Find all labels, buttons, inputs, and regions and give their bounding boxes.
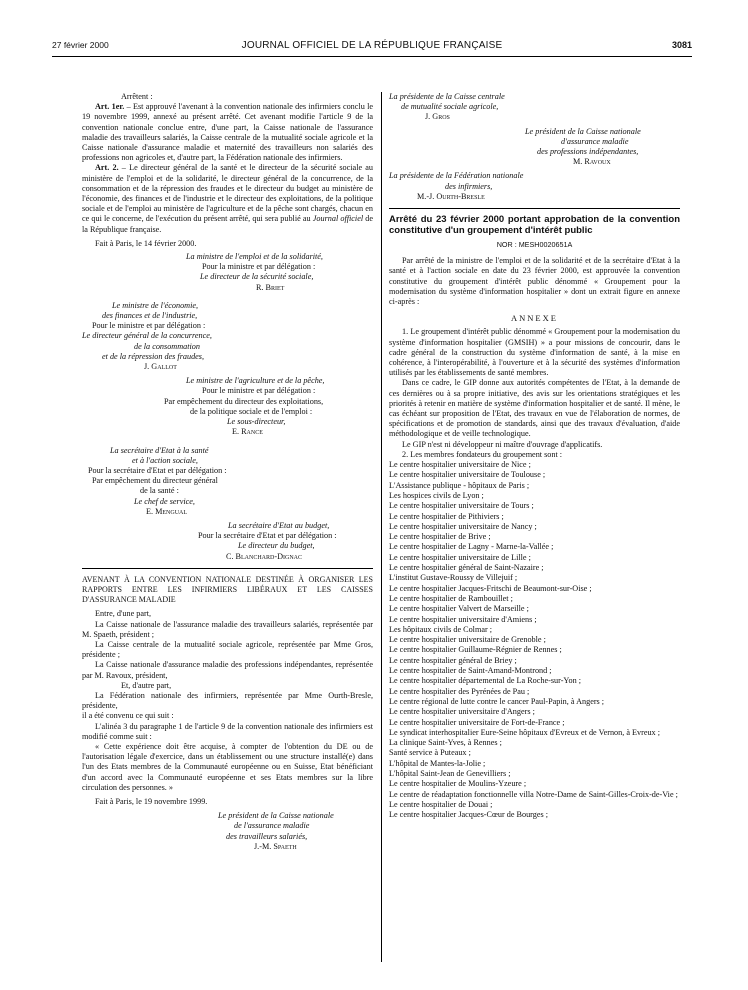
header-rule (52, 56, 692, 57)
member-item: Le centre hospitalier de Lagny - Marne-la-Vallée ; (389, 542, 554, 552)
sig-line: de la consommation (134, 341, 200, 351)
column-separator (381, 92, 382, 962)
member-item: Le centre hospitalier général de Briey ; (389, 655, 517, 665)
member-item: Le centre hospitalier universitaire de Toulouse ; (389, 470, 546, 480)
member-item: Le centre hospitalier général de Saint-Nazaire ; (389, 563, 544, 573)
member-item: Le centre de réadaptation fonctionnelle villa Notre-Dame de Saint-Gilles-Croix-de-Vie ; (389, 789, 678, 799)
member-item: Le centre hospitalier universitaire de Nice ; (389, 460, 531, 470)
alinea: L'alinéa 3 du paragraphe 1 de l'article 9 de la convention nationale des infirmiers est modifié comme suit : (82, 721, 373, 741)
sig-line: de mutualité sociale agricole, (401, 102, 499, 112)
signature-canam (389, 127, 680, 168)
dautre-part: Et, d'autre part, (121, 680, 172, 690)
member-item: Le centre hospitalier de Douai ; (389, 799, 493, 809)
member-item: Le centre hospitalier de Brive ; (389, 532, 491, 542)
sig-line: et à l'action sociale, (132, 455, 198, 465)
sig-line: La présidente de la Fédération nationale (389, 171, 524, 181)
signature-ccmsa (389, 92, 680, 123)
article-2 (82, 163, 373, 234)
annexe-para-2: Dans ce cadre, le GIP donne aux autorités compétentes de l'Etat, à la demande de ces dernières ou à sa propre initiative, des avis sur les orientations stratégiques et les priorités à retenir en matière de système d'information hospitalier et de santé. Il mène, le cas échéant sur proposition de l'Etat, des travaux en vue de l'élaboration de normes, de spécifications et de promotion de standards, ainsi que des travaux d'évaluation, d'aide méthodologique et de veille technologique. (389, 378, 680, 439)
journal-title: JOURNAL OFFICIEL DE LA RÉPUBLIQUE FRANÇAISE (241, 40, 503, 51)
avenant-title: AVENANT À LA CONVENTION NATIONALE DESTINÉE À ORGANISER LES RAPPORTS ENTRE LES INFIRMIERS LIBÉRAUX ET LES CAISSES D'ASSURANCE MALADIE (82, 574, 373, 605)
member-item: L'Assistance publique - hôpitaux de Paris ; (389, 480, 530, 490)
party-fni: La Fédération nationale des infirmiers, représentée par Mme Ourth-Bresle, présidente, (82, 690, 373, 711)
sig-line: Pour la secrétaire d'Etat et par délégation : (198, 531, 337, 541)
party-cnamts: La Caisse nationale de l'assurance maladie des travailleurs salariés, représentée par M. Spaeth, président ; (82, 619, 373, 639)
sig-name: C. Blanchard-Dignac (226, 551, 302, 561)
issue-date: 27 février 2000 (52, 40, 109, 50)
annexe-para-1: 1. Le groupement d'intérêt public dénommé « Groupement pour la modernisation du système d'information hospitalier (GMSIH) » a pour missions de concourir, dans le cadre général de la construction du système d'information de santé, à la mise en cohérence, à l'interopérabilité, à l'ouverture et à la sécurité des systèmes d'information utilisés par les établissements de santé membres. (389, 327, 680, 378)
signature-emploi (82, 252, 373, 293)
nor-reference: NOR : MESH0020651A (496, 240, 573, 250)
sig-line: Pour la secrétaire d'Etat et par délégation : (88, 465, 227, 475)
member-item: L'hôpital Saint-Jean de Genevilliers ; (389, 769, 511, 778)
right-column (389, 92, 680, 820)
member-item: L'institut Gustave-Roussy de Villejuif ; (389, 573, 518, 583)
sig-line: des professions indépendantes, (537, 147, 639, 157)
article-1-label: Art. 1er. (95, 102, 125, 112)
member-item: Le centre hospitalier de Pithiviers ; (389, 511, 504, 521)
convenu: il a été convenu ce qui suit : (82, 711, 174, 721)
member-item: Le centre hospitalier de Moulins-Yzeure ; (389, 779, 527, 789)
article-2-label: Art. 2. (95, 163, 119, 173)
sig-line: de la santé : (140, 486, 179, 496)
sig-line: d'assurance maladie (561, 136, 629, 146)
founding-members-list (389, 460, 680, 820)
member-item: Le centre hospitalier universitaire de Tours ; (389, 501, 534, 511)
member-item: Les hospices civils de Lyon ; (389, 490, 484, 500)
member-item: Le centre régional de lutte contre le cancer Paul-Papin, à Angers ; (389, 696, 605, 706)
signature-cnamts (82, 811, 373, 852)
article-1 (82, 102, 373, 163)
sig-name: J. Gros (425, 112, 450, 122)
member-item: Le centre hospitalier Valvert de Marseille ; (389, 604, 529, 614)
article-2-text-b: de la République française. (82, 214, 373, 234)
member-item: Le centre hospitalier des Pyrénées de Pau ; (389, 686, 530, 696)
sig-line: Le président de la Caisse nationale (525, 126, 641, 136)
member-item: Le centre hospitalier de Saint-Amand-Montrond ; (389, 666, 552, 676)
sig-line: des finances et de l'industrie, (102, 311, 198, 321)
left-column (82, 92, 373, 852)
fait-paris-2: Fait à Paris, le 19 novembre 1999. (95, 797, 208, 806)
article-2-text-a: – Le directeur général de la santé et le directeur de la sécurité sociale au ministère de l'emploi et de la solidarité, le directeur général de la concurrence, de la consommation et de la répression des fraudes et le directeur du budget au ministère de l'économie, des finances et de l'industrie et le directeur des exploitations, de la politique sociale et de l'emploi au ministère de l'agriculture et de la pêche sont chargés, chacun en ce qui le concerne, de l'exécution du présent arrêté, qui sera publié au (82, 163, 373, 224)
signature-economie (82, 301, 373, 372)
sig-line: Le sous-directeur, (227, 417, 286, 427)
signature-agriculture (82, 376, 373, 437)
entre: Entre, d'une part, (95, 609, 152, 619)
sig-line: Par empêchement du directeur des exploitations, (164, 396, 324, 406)
sig-line: Par empêchement du directeur général (92, 476, 218, 486)
member-item: Le centre hospitalier universitaire de Lille ; (389, 552, 531, 562)
page-number: 3081 (671, 40, 692, 50)
sig-line: de l'assurance maladie (234, 821, 310, 831)
sig-name: M.-J. Ourth-Bresle (417, 191, 485, 201)
signature-fni (389, 171, 680, 202)
sig-line: Le ministre de l'économie, (112, 300, 199, 310)
sig-line: de la politique sociale et de l'emploi : (190, 406, 313, 416)
sig-line: des travailleurs salariés, (226, 831, 308, 841)
member-item: Le centre hospitalier universitaire de Grenoble ; (389, 635, 546, 645)
sig-line: La présidente de la Caisse centrale (389, 92, 505, 101)
sig-line: La ministre de l'emploi et de la solidarité, (186, 252, 323, 262)
sig-line: Le directeur du budget, (238, 541, 315, 551)
journal-officiel-ref: Journal officiel (312, 214, 364, 224)
sig-line: Pour la ministre et par délégation : (202, 262, 316, 272)
sig-line: Le président de la Caisse nationale (218, 811, 334, 821)
section-rule (82, 568, 373, 569)
member-item: Le centre hospitalier universitaire d'Angers ; (389, 707, 535, 717)
member-item: Le syndicat interhospitalier Eure-Seine hôpitaux d'Evreux et de Vernon, à Evreux ; (389, 727, 660, 737)
sig-name: R. Briet (256, 282, 285, 292)
article-1-text: – Est approuvé l'avenant à la convention nationale des infirmiers conclu le 19 novembre 1999, annexé au présent arrêté. Cet avenant modifie l'article 9 de la convention nationale conclue entre, d'une part, la Caisse nationale de l'assurance maladie des travailleurs salariés, la Caisse centrale de la mutualité sociale agricole et la Caisse nationale d'assurance maladie et maternité des travailleurs non salariés des professions non agricoles et, d'autre part, la Fédération nationale des infirmiers. (82, 102, 373, 163)
arrete-title: Arrêté du 23 février 2000 portant approbation de la convention constitutive d'un groupement d'intérêt public (389, 214, 680, 236)
sig-line: Le directeur général de la concurrence, (82, 331, 212, 341)
signature-sante (82, 446, 373, 517)
sig-line: et de la répression des fraudes, (102, 351, 205, 361)
signature-budget (82, 521, 373, 562)
member-item: Le centre hospitalier Guillaume-Régnier de Rennes ; (389, 645, 562, 655)
fait-paris-1: Fait à Paris, le 14 février 2000. (95, 238, 197, 248)
sig-line: La secrétaire d'Etat à la santé (110, 445, 209, 455)
sig-line: Pour le ministre et par délégation : (92, 321, 206, 331)
party-canam: La Caisse nationale d'assurance maladie des professions indépendantes, représentée par M. Ravoux, président, (82, 660, 373, 680)
member-item: Le centre hospitalier Jacques-Cœur de Bourges ; (389, 810, 549, 820)
sig-line: Le chef de service, (134, 496, 195, 506)
sig-line: Pour le ministre et par délégation : (202, 386, 316, 396)
member-item: Le centre hospitalier universitaire d'Amiens ; (389, 614, 537, 624)
sig-line: Le ministre de l'agriculture et de la pêche, (186, 376, 325, 386)
sig-name: M. Ravoux (573, 157, 611, 167)
sig-name: J. Gallot (144, 362, 177, 372)
arretent: Arrêtent : (121, 92, 153, 101)
sig-line: La secrétaire d'Etat au budget, (228, 520, 330, 530)
member-item: Les hôpitaux civils de Colmar ; (389, 624, 493, 634)
annexe-para-3: Le GIP n'est ni développeur ni maître d'ouvrage d'applicatifs. (402, 439, 603, 449)
section-rule (389, 208, 680, 209)
annexe-heading: ANNEXE (511, 313, 558, 324)
party-ccmsa: La Caisse centrale de la mutualité sociale agricole, représentée par Mme Gros, présidente ; (82, 639, 373, 660)
sig-name: E. Rance (232, 427, 263, 437)
quote: « Cette expérience doit être acquise, à compter de l'obtention du DE ou de l'autorisation légale d'exercice, dans un établissement ou une structure installé(e) dans l'un des Etats membres de la Communauté européenne ou en Suisse, Etat bénéficiant d'un accord avec la Communauté européenne et ses Etats membres sur la libre circulation des personnes. » (82, 741, 373, 792)
member-item: Le centre hospitalier de Rambouillet ; (389, 593, 513, 603)
member-item: Santé service à Puteaux ; (389, 748, 471, 758)
member-item: Le centre hospitalier départemental de La Roche-sur-Yon ; (389, 676, 582, 686)
sig-line: Le directeur de la sécurité sociale, (200, 272, 314, 282)
sig-name: J.-M. Spaeth (254, 841, 297, 851)
member-item: Le centre hospitalier Jacques-Fritschi de Beaumont-sur-Oise ; (389, 583, 592, 593)
arrete-intro: Par arrêté de la ministre de l'emploi et de la solidarité et de la secrétaire d'Etat à la santé et à l'action sociale en date du 23 février 2000, est approuvée la convention constitutive du groupement d'intérêt public dénommé « Groupement pour la modernisation du système d'information hospitalier » dont un extrait figure en annexe ci-après : (389, 256, 680, 307)
member-item: Le centre hospitalier universitaire de Nancy ; (389, 521, 537, 531)
sig-line: des infirmiers, (445, 181, 493, 191)
member-item: L'hôpital de Mantes-la-Jolie ; (389, 758, 486, 768)
page-header (52, 40, 692, 56)
member-item: La clinique Saint-Yves, à Rennes ; (389, 738, 502, 748)
sig-name: E. Mengual (146, 506, 188, 516)
annexe-para-4: 2. Les membres fondateurs du groupement sont : (402, 449, 563, 459)
member-item: Le centre hospitalier universitaire de Fort-de-France ; (389, 717, 565, 727)
